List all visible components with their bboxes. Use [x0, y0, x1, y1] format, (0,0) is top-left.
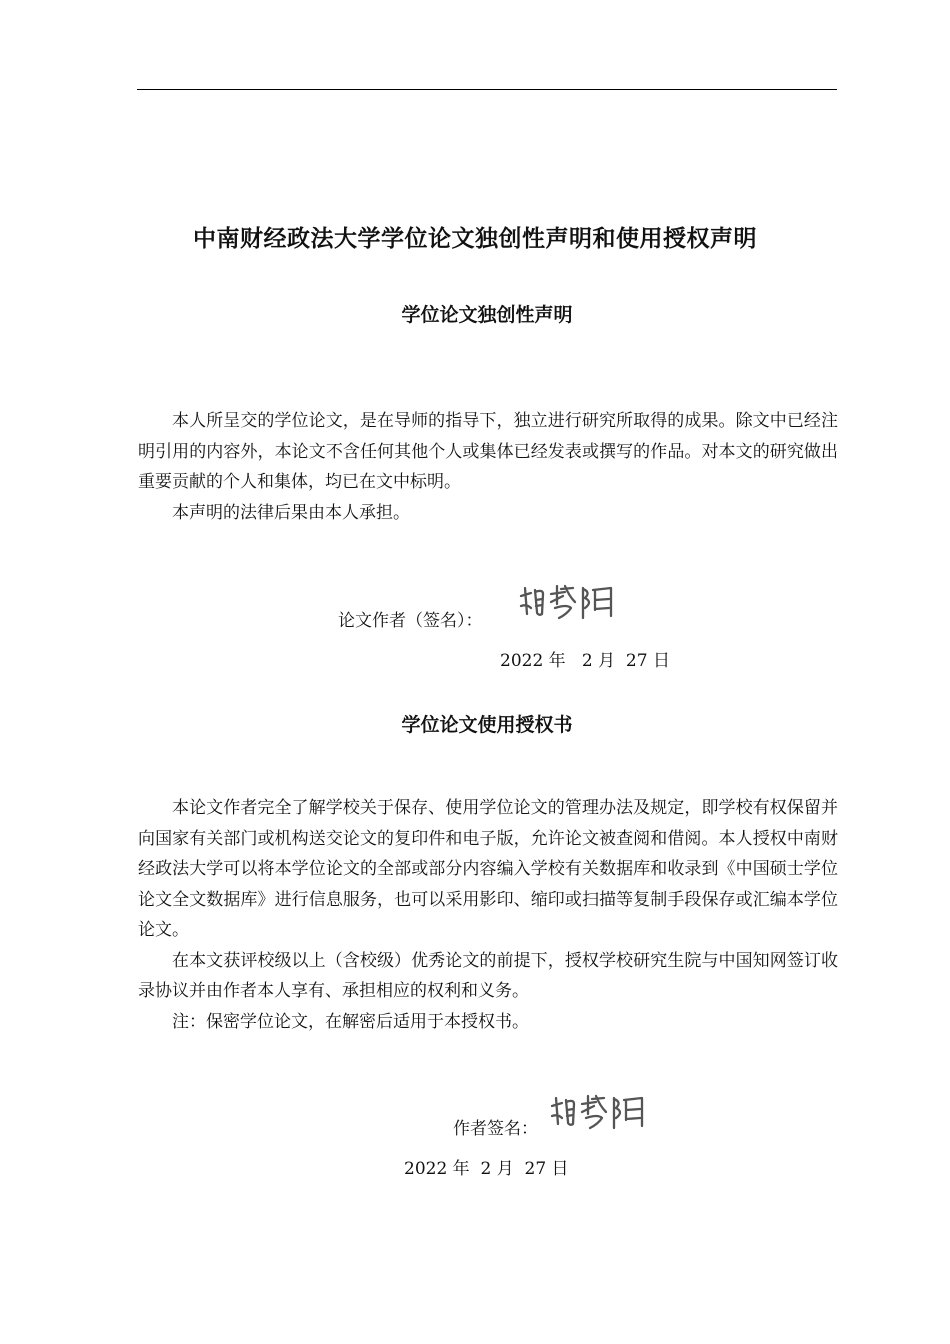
originality-date: 2022 年 2 月 27 日 [500, 651, 670, 671]
authorization-paragraph: 本论文作者完全了解学校关于保存、使用学位论文的管理办法及规定，即学校有权保留并向国家有关部门或机构送交论文的复印件和电子版，允许论文被查阅和借阅。本人授权中南财经政法大学可以将本学位论文的全部或部分内容编入学校有关数据库和收录到《中国硕士学位论文全文数据库》进行信息服务，也可以采用影印、缩印或扫描等复制手段保存或汇编本学位论文。 [138, 798, 838, 940]
originality-heading: 学位论文独创性声明 [401, 304, 573, 326]
authorization-statement [138, 793, 838, 1037]
originality-statement [138, 406, 838, 528]
header-rule [137, 89, 837, 90]
originality-handwritten-signature [517, 580, 617, 624]
authorization-paragraph: 在本文获评校级以上（含校级）优秀论文的前提下，授权学校研究生院与中国知网签订收录协议并由作者本人享有、承担相应的权利和义务。 [138, 950, 838, 1001]
document-title: 中南财经政法大学学位论文独创性声明和使用授权声明 [193, 226, 757, 252]
authorization-heading: 学位论文使用授权书 [401, 714, 573, 736]
originality-paragraph: 本人所呈交的学位论文，是在导师的指导下，独立进行研究所取得的成果。除文中已经注明引用的内容外，本论文不含任何其他个人或集体已经发表或撰写的作品。对本文的研究做出重要贡献的个人和集体，均已在文中标明。 [138, 411, 838, 492]
authorization-handwritten-signature [548, 1090, 648, 1134]
originality-signature-label: 论文作者（签名）： [338, 611, 483, 631]
authorization-date: 2022 年 2 月 27 日 [404, 1159, 569, 1179]
authorization-signature-label: 作者签名： [453, 1119, 538, 1139]
originality-paragraph: 本声明的法律后果由本人承担。 [172, 502, 410, 523]
authorization-note: 注：保密学位论文，在解密后适用于本授权书。 [172, 1011, 529, 1032]
